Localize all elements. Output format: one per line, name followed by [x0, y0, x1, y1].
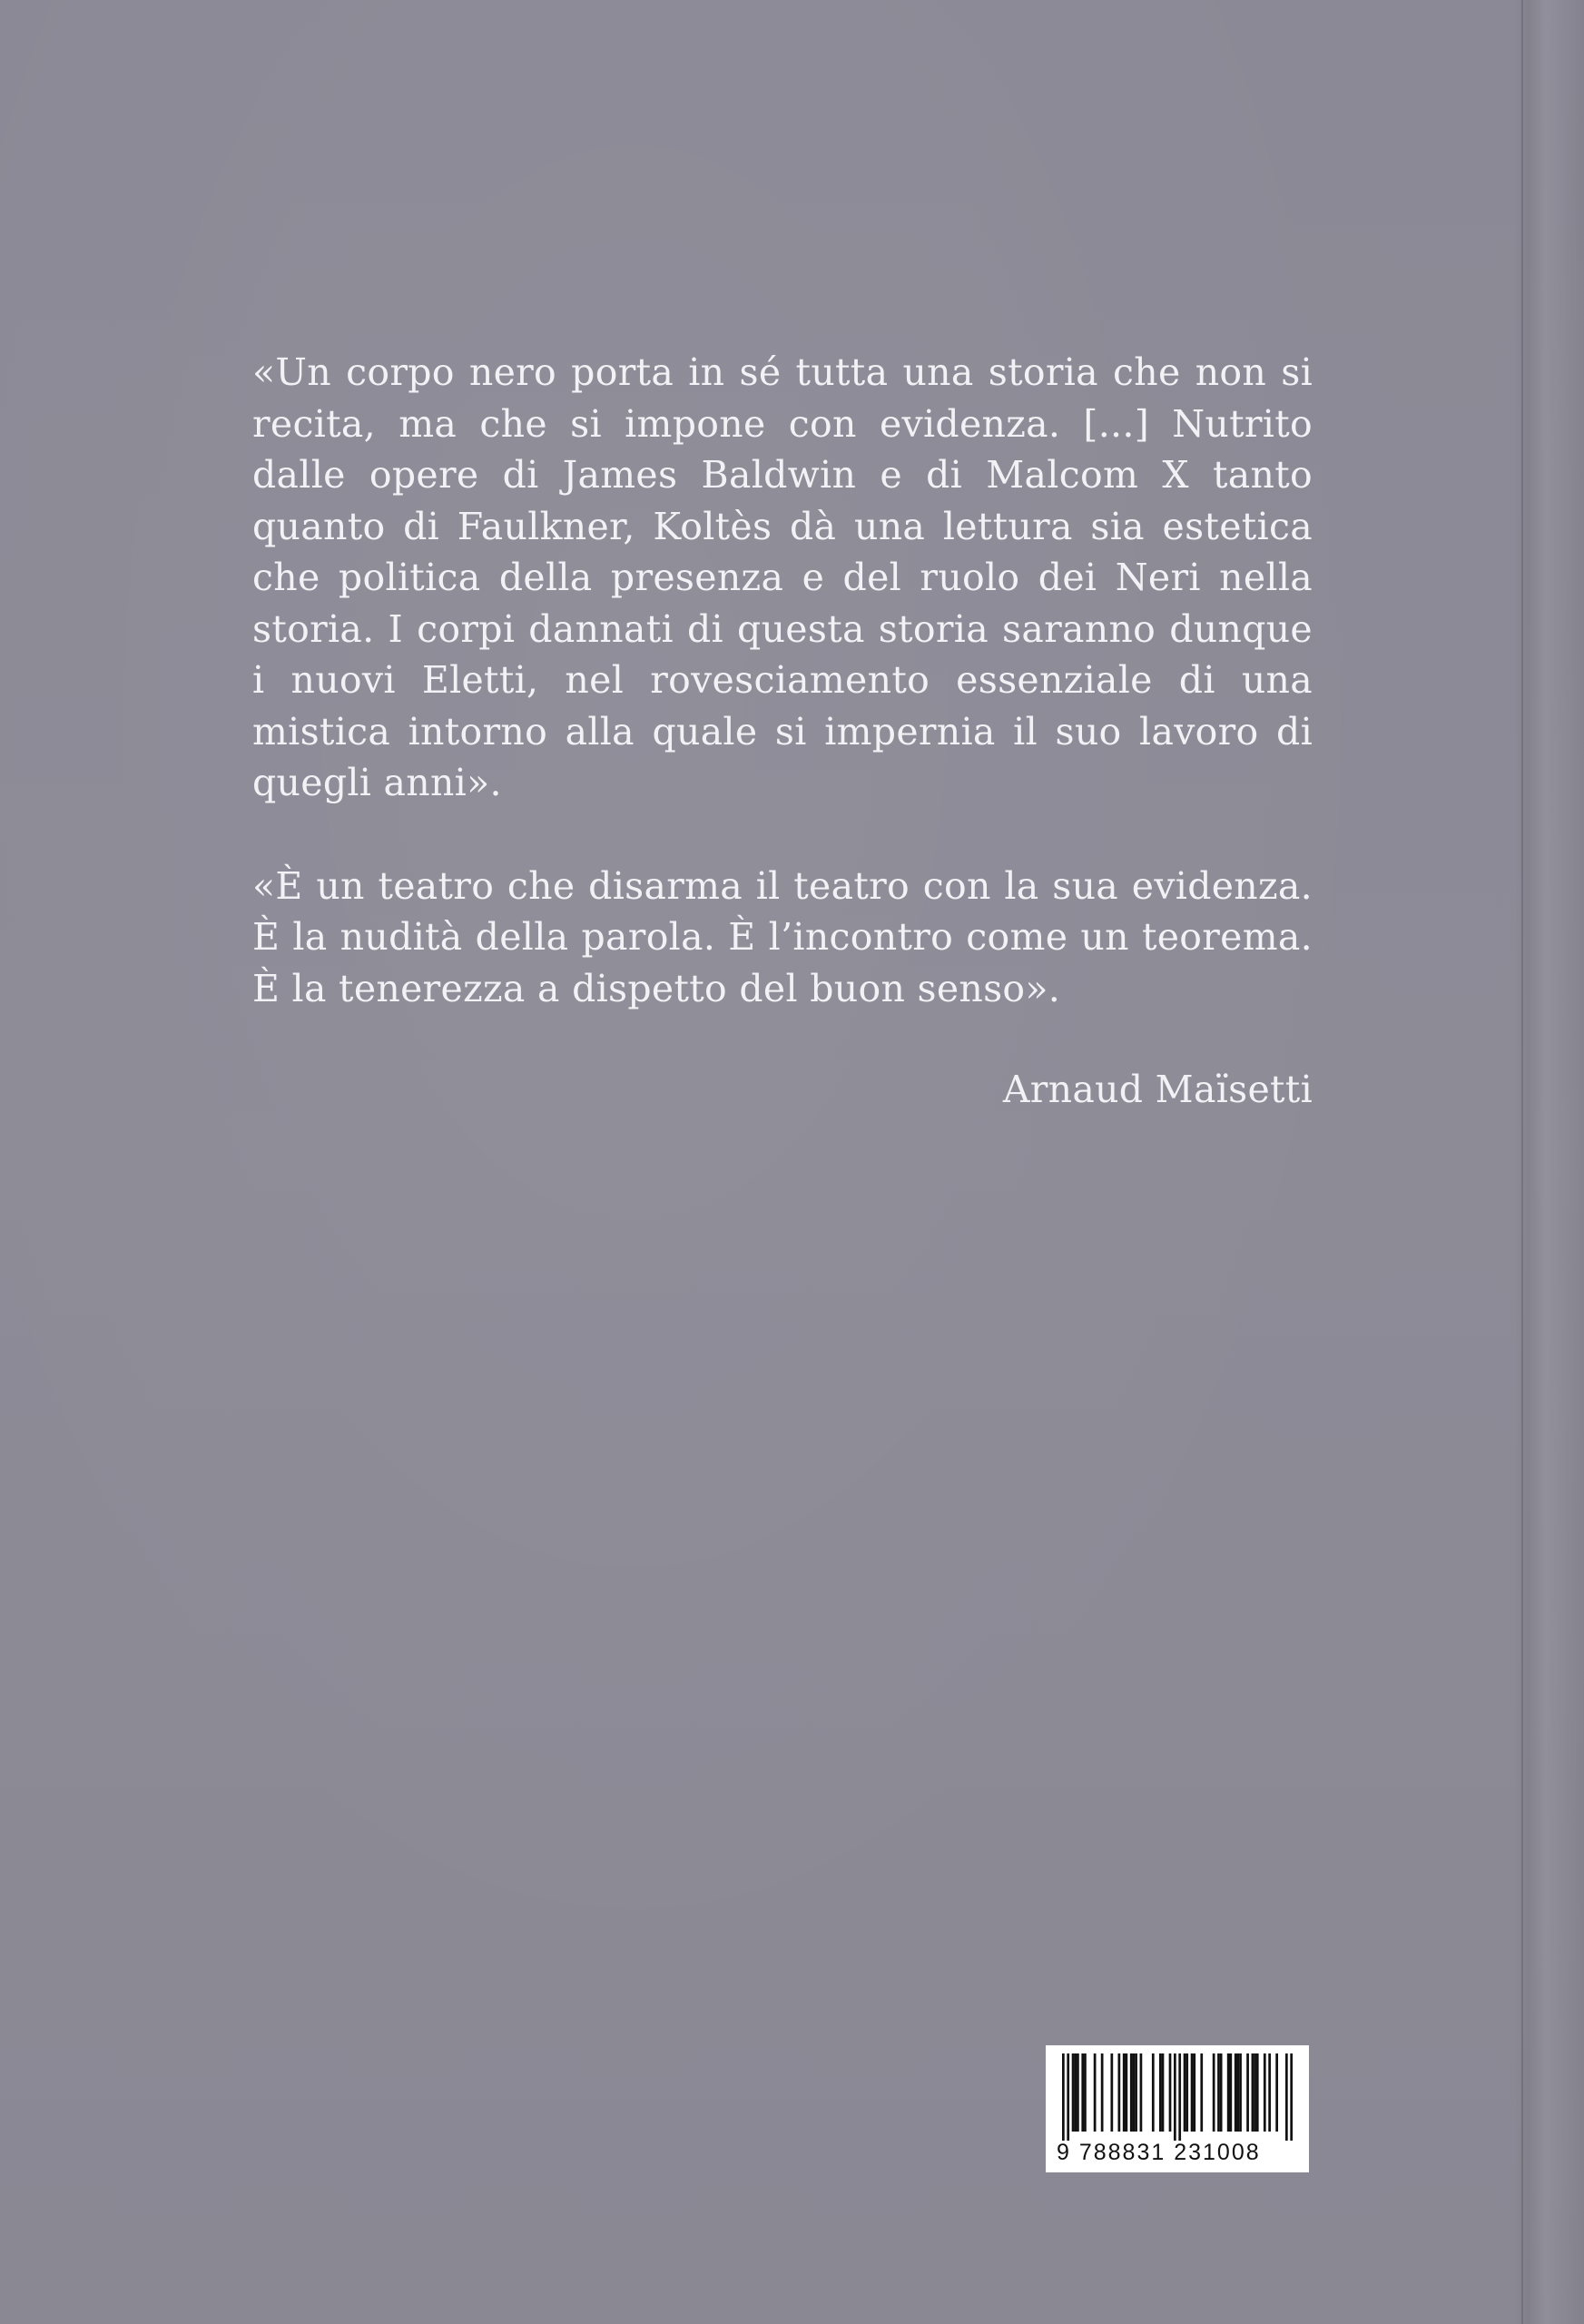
blurb-paragraph-2: «È un teatro che disarma il teatro con la sua evidenza. È la nudità della parola. È l’incontro come un teorema. È la tenerezza a dispetto del buon senso». — [252, 863, 1313, 1010]
barcode-bar — [1135, 2053, 1137, 2132]
barcode-bar — [1152, 2053, 1155, 2132]
barcode-bar — [1174, 2053, 1176, 2141]
barcode-bar — [1217, 2053, 1220, 2132]
barcode-bar — [1200, 2053, 1203, 2132]
barcode-bar — [1237, 2053, 1240, 2132]
barcode-bar — [1235, 2053, 1237, 2132]
barcode-bar — [1084, 2053, 1087, 2132]
barcode-bar — [1159, 2053, 1162, 2132]
barcode-bar — [1133, 2053, 1136, 2132]
barcode-bar — [1130, 2053, 1133, 2132]
quote-attribution: Arnaud Maïsetti — [1002, 1068, 1313, 1111]
barcode-bar — [1067, 2053, 1069, 2141]
barcode-bar — [1184, 2053, 1186, 2132]
barcode-bar — [1110, 2053, 1113, 2132]
spine-fold-line — [1521, 0, 1523, 2324]
barcode-bar — [1140, 2053, 1143, 2132]
barcode-bar — [1101, 2053, 1104, 2132]
barcode-bar — [1227, 2053, 1230, 2132]
barcode-bar — [1264, 2053, 1266, 2132]
barcode-bar — [1094, 2053, 1097, 2132]
barcode-bar — [1254, 2053, 1256, 2132]
barcode-digits: 9 788831 231008 — [1057, 2140, 1261, 2165]
barcode-bar — [1178, 2053, 1181, 2141]
barcode-bar — [1285, 2053, 1288, 2141]
blurb-paragraph-1: «Un corpo nero porta in sé tutta una storia che non si recita, ma che si impone con evidenza. [...] Nutrito dalle opere di James Baldwin e di Malcom X tanto quanto di Faulkner, Koltès dà una lettura sia estetica che politica della presenza e del ruolo dei Neri nella storia. I corpi dannati di questa storia saranno dunque i nuovi Eletti, nel rovesciamento essenziale di una mistica intorno alla quale si impernia il suo lavoro di quegli anni». — [252, 350, 1313, 804]
barcode-bar — [1126, 2053, 1128, 2132]
barcode-bar — [1275, 2053, 1278, 2132]
barcode-bar — [1191, 2053, 1194, 2132]
barcode-bar — [1186, 2053, 1188, 2132]
barcode-bar — [1162, 2053, 1165, 2132]
barcode-bar — [1081, 2053, 1084, 2132]
barcode-bar — [1072, 2053, 1075, 2132]
barcode-bar — [1290, 2053, 1293, 2141]
barcode-bar — [1256, 2053, 1259, 2132]
barcode-bar — [1220, 2053, 1223, 2132]
spine-edge-shading — [1514, 0, 1584, 2324]
barcode-bars — [1062, 2053, 1293, 2141]
barcode-bar — [1123, 2053, 1126, 2132]
barcode-bar — [1246, 2053, 1249, 2132]
barcode-bar — [1062, 2053, 1065, 2141]
barcode-bar — [1213, 2053, 1215, 2132]
barcode-bar — [1239, 2053, 1242, 2132]
barcode-bar — [1077, 2053, 1079, 2132]
isbn-barcode — [1046, 2045, 1309, 2172]
blurb-text-block — [252, 347, 1313, 1014]
barcode-bar — [1193, 2053, 1195, 2132]
barcode-bar — [1268, 2053, 1271, 2132]
barcode-bar — [1252, 2053, 1254, 2132]
barcode-bar — [1229, 2053, 1232, 2132]
barcode-bar — [1169, 2053, 1172, 2132]
barcode-bar — [1117, 2053, 1120, 2132]
barcode-bar — [1074, 2053, 1077, 2132]
